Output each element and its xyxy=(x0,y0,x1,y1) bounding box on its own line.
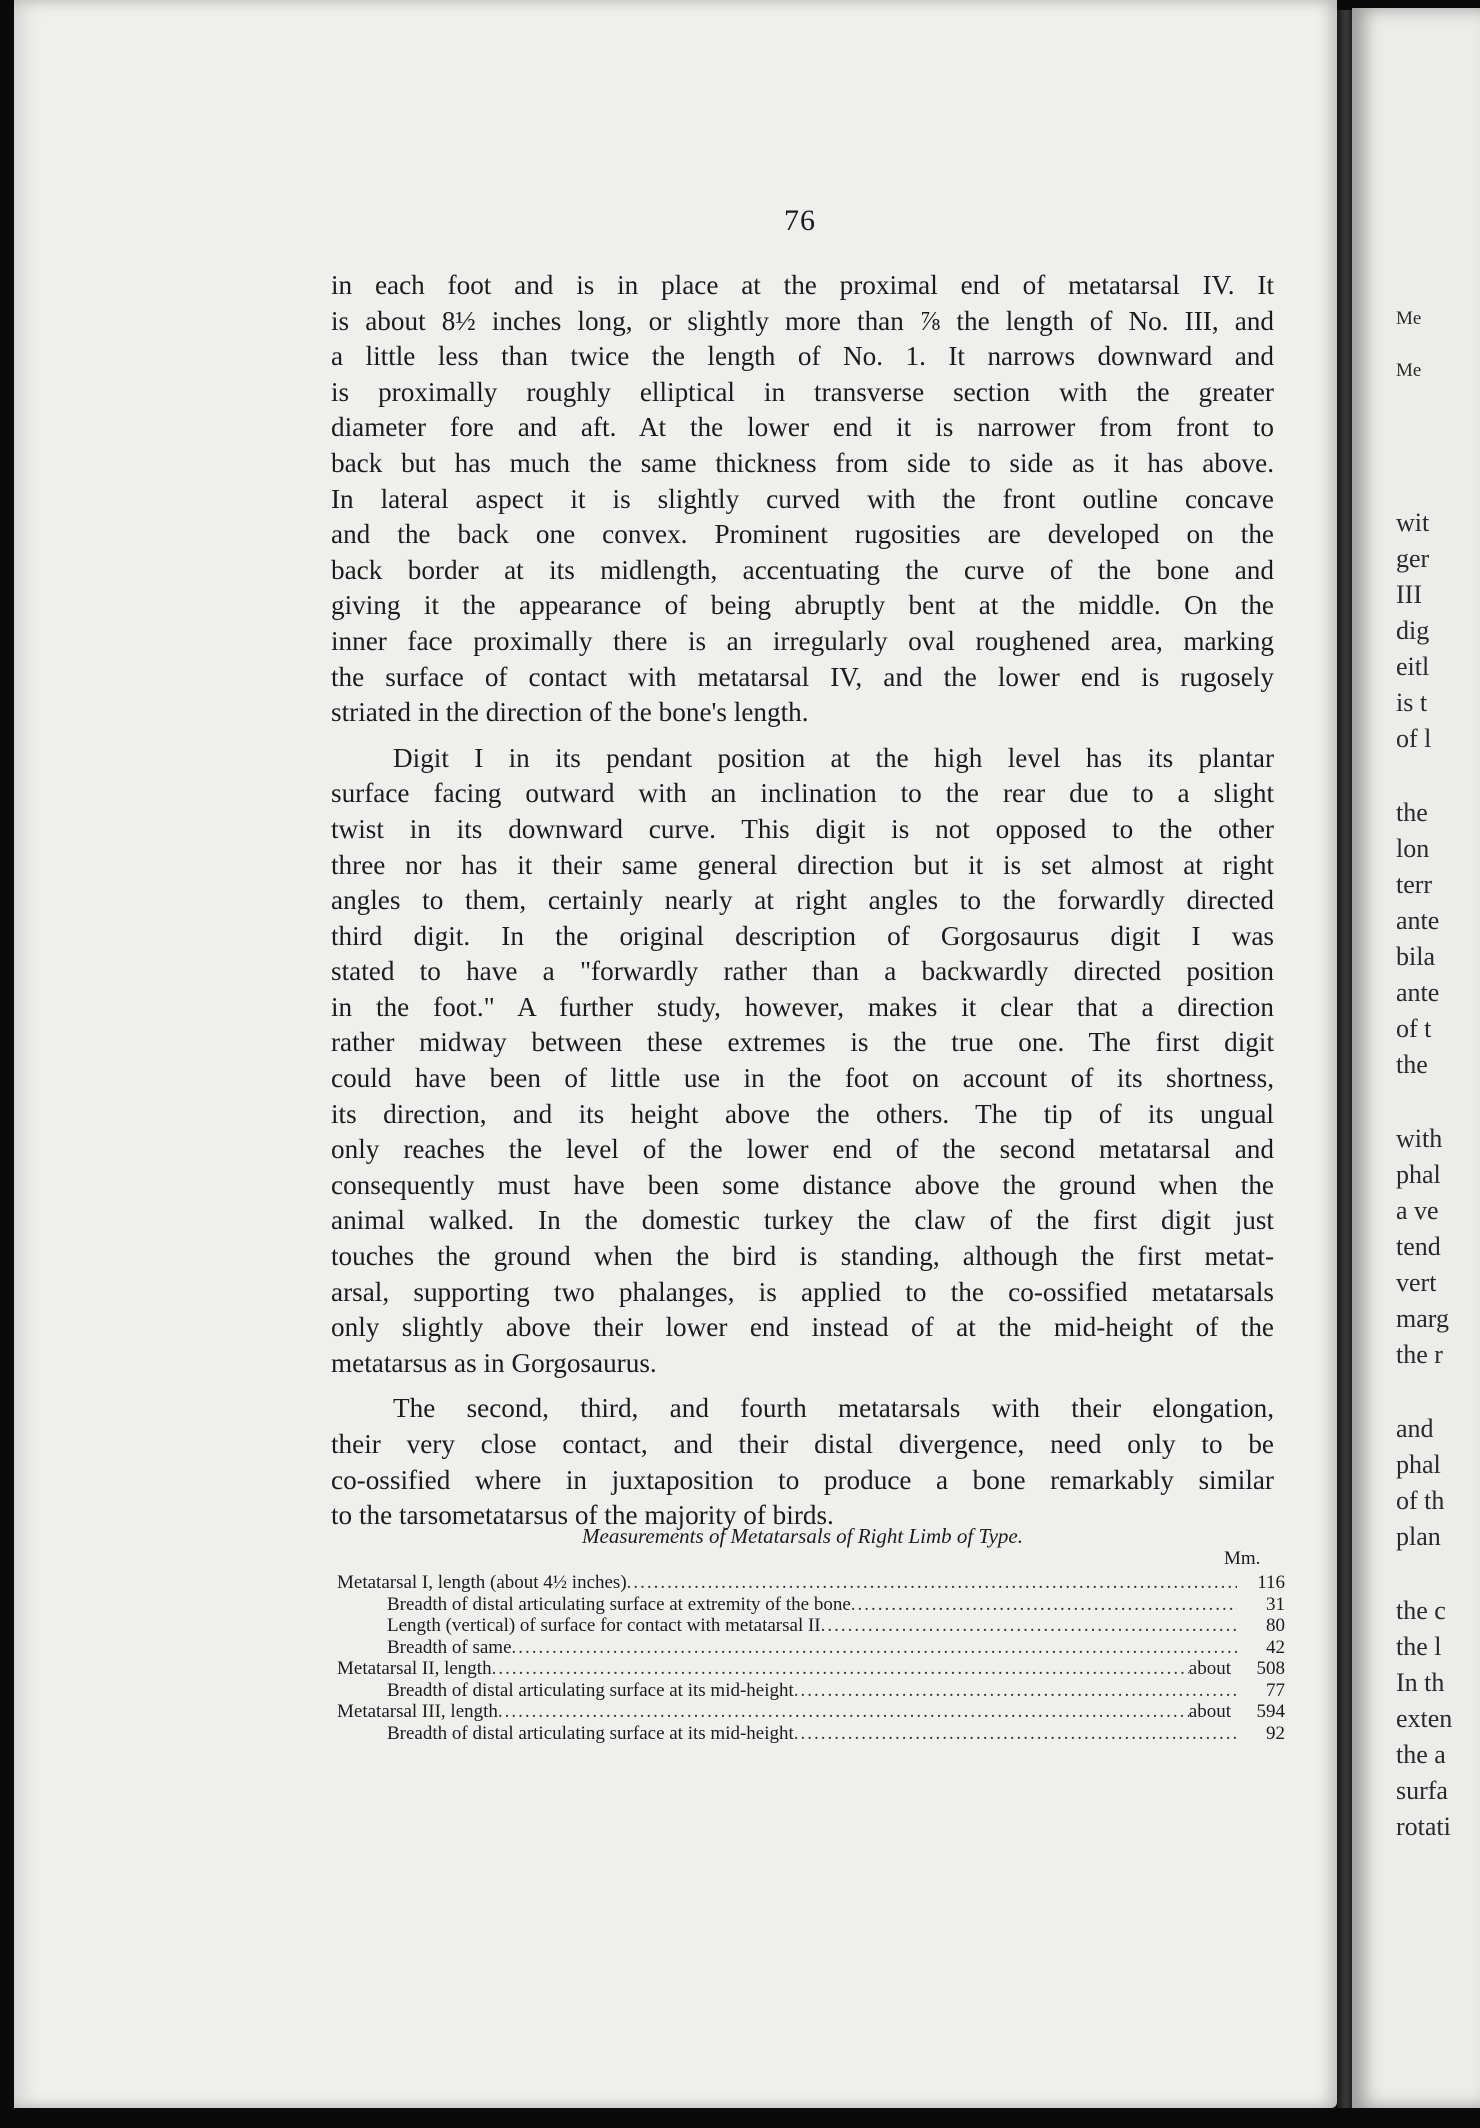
facing-page-fragment: dig xyxy=(1396,616,1430,645)
facing-page xyxy=(1352,8,1480,2108)
body-text xyxy=(331,268,1274,1534)
text-line: only reaches the level of the lower end of the second metatarsal and xyxy=(331,1134,1274,1165)
text-line: stated to have a "forwardly rather than a backwardly directed position xyxy=(331,956,1274,987)
facing-page-fragment: lon xyxy=(1396,834,1430,863)
text-line: rather midway between these extremes is the true one. The first digit xyxy=(331,1027,1274,1058)
facing-page-fragment: ger xyxy=(1396,544,1430,573)
table-row xyxy=(337,1594,1285,1616)
measurements-table xyxy=(337,1572,1285,1744)
facing-page-fragment: the a xyxy=(1396,1740,1446,1769)
table-row xyxy=(337,1615,1285,1637)
facing-page-fragment: Me xyxy=(1396,360,1422,381)
facing-page-fragment: III xyxy=(1396,580,1422,609)
text-line: inner face proximally there is an irregularly oval roughened area, marking xyxy=(331,625,1274,656)
table-title: Measurements of Metatarsals of Right Limb of Type. xyxy=(582,1524,1023,1548)
measurement-label: Breadth of distal articulating surface at extremity of the bone xyxy=(387,1593,851,1615)
facing-page-fragment: tend xyxy=(1396,1232,1441,1261)
facing-page-fragment: phal xyxy=(1396,1450,1441,1479)
facing-page-fragment: the xyxy=(1396,1050,1428,1079)
text-line: a little less than twice the length of No. 1. It narrows downward and xyxy=(331,341,1274,372)
facing-page-fragment: the r xyxy=(1396,1340,1443,1369)
facing-page-fragment: bila xyxy=(1396,942,1435,971)
facing-page-fragment: vert xyxy=(1396,1268,1437,1297)
text-line: animal walked. In the domestic turkey the claw of the first digit just xyxy=(331,1205,1274,1236)
text-line: diameter fore and aft. At the lower end it is narrower from front to xyxy=(331,412,1274,443)
text-line: three nor has it their same general direction but it is set almost at right xyxy=(331,849,1274,880)
measurement-value: 116 xyxy=(1257,1572,1285,1593)
measurement-label: Breadth of distal articulating surface at its mid-height xyxy=(387,1679,794,1701)
facing-page-fragment: phal xyxy=(1396,1160,1441,1189)
measurement-label: Breadth of distal articulating surface at its mid-height xyxy=(387,1722,794,1744)
facing-page-fragment: a ve xyxy=(1396,1196,1439,1225)
text-line: giving it the appearance of being abruptly bent at the middle. On the xyxy=(331,590,1274,621)
text-line: its direction, and its height above the others. The tip of its ungual xyxy=(331,1098,1274,1129)
facing-page-fragment: Me xyxy=(1396,308,1422,329)
about-qualifier: about xyxy=(1188,1701,1231,1722)
facing-page-fragment: ante xyxy=(1396,906,1440,935)
measurement-label: Metatarsal II, length xyxy=(337,1658,492,1679)
text-line: is proximally roughly elliptical in transverse section with the greater xyxy=(331,376,1274,407)
measurement-value: 31 xyxy=(1266,1593,1285,1615)
table-row xyxy=(337,1723,1285,1745)
leader-dots xyxy=(794,1723,1237,1745)
text-line: back but has much the same thickness from side to side as it has above. xyxy=(331,447,1274,478)
text-line: touches the ground when the bird is standing, although the first metat- xyxy=(331,1241,1274,1272)
table-row xyxy=(337,1658,1285,1680)
facing-page-fragment: exten xyxy=(1396,1704,1453,1733)
text-line: surface facing outward with an inclination to the rear due to a slight xyxy=(331,778,1274,809)
text-line: twist in its downward curve. This digit is not opposed to the other xyxy=(331,813,1274,844)
facing-page-fragment: marg xyxy=(1396,1304,1449,1333)
text-line: arsal, supporting two phalanges, is applied to the co-ossified metatarsals xyxy=(331,1276,1274,1307)
facing-page-fragment: the c xyxy=(1396,1596,1446,1625)
page-number: 76 xyxy=(784,204,816,237)
facing-page-fragment: the xyxy=(1396,798,1428,827)
table-row xyxy=(337,1572,1285,1594)
text-line: the surface of contact with metatarsal IV, and the lower end is rugosely xyxy=(331,661,1274,692)
leader-dots xyxy=(498,1701,1189,1723)
scan-bottom-edge xyxy=(0,2108,1480,2128)
leader-dots xyxy=(492,1658,1189,1680)
text-line: third digit. In the original description of Gorgosaurus digit I was xyxy=(331,920,1274,951)
facing-page-fragment: of th xyxy=(1396,1486,1445,1515)
facing-page-fragment: of t xyxy=(1396,1014,1432,1043)
measurement-value: 594 xyxy=(1256,1701,1285,1722)
facing-page-fragment: rotati xyxy=(1396,1812,1451,1841)
measurement-label: Metatarsal III, length xyxy=(337,1701,498,1722)
measurement-value: 80 xyxy=(1266,1615,1285,1636)
measurement-label: Breadth of same xyxy=(387,1636,512,1658)
text-line: consequently must have been some distance above the ground when the xyxy=(331,1169,1274,1200)
table-row xyxy=(337,1637,1285,1659)
measurement-label: Metatarsal I, length (about 4½ inches) xyxy=(337,1572,627,1593)
text-line: Digit I in its pendant position at the high level has its plantar xyxy=(393,742,1274,773)
text-line: could have been of little use in the foot on account of its shortness, xyxy=(331,1063,1274,1094)
text-line: co-ossified where in juxtaposition to produce a bone remarkably similar xyxy=(331,1464,1274,1495)
text-line: back border at its midlength, accentuating the curve of the bone and xyxy=(331,554,1274,585)
facing-page-fragment: surfa xyxy=(1396,1776,1448,1805)
leader-dots xyxy=(851,1594,1237,1616)
facing-page-fragment: is t xyxy=(1396,688,1428,717)
text-line: and the back one convex. Prominent rugosities are developed on the xyxy=(331,519,1274,550)
text-line: In lateral aspect it is slightly curved with the front outline concave xyxy=(331,483,1274,514)
text-line: their very close contact, and their distal divergence, need only to be xyxy=(331,1429,1274,1459)
text-line: in the foot." A further study, however, makes it clear that a direction xyxy=(331,991,1274,1022)
measurement-value: 508 xyxy=(1256,1658,1285,1679)
facing-page-fragment: plan xyxy=(1396,1522,1441,1551)
facing-page-fragment: eitl xyxy=(1396,652,1430,681)
leader-dots xyxy=(627,1572,1237,1594)
facing-page-fragment: In th xyxy=(1396,1668,1445,1697)
facing-page-fragment: wit xyxy=(1396,508,1430,537)
text-line: metatarsus as in Gorgosaurus. xyxy=(331,1347,657,1378)
table-row xyxy=(337,1680,1285,1702)
text-line: angles to them, certainly nearly at right angles to the forwardly directed xyxy=(331,885,1274,916)
paragraph-digit-i xyxy=(331,741,1274,1382)
table-row xyxy=(337,1701,1285,1723)
facing-page-fragment: the l xyxy=(1396,1632,1442,1661)
paragraph-metatarsal-iv-description xyxy=(331,268,1274,731)
about-qualifier: about xyxy=(1188,1658,1231,1679)
table-unit-header: Mm. xyxy=(1224,1548,1261,1569)
text-line: striated in the direction of the bone's length. xyxy=(331,697,809,728)
facing-page-fragment: ante xyxy=(1396,978,1440,1007)
facing-page-fragment: of l xyxy=(1396,724,1432,753)
facing-page-fragment: terr xyxy=(1396,870,1433,899)
paragraph-tarsometatarsus xyxy=(331,1391,1274,1533)
measurement-value: 92 xyxy=(1266,1722,1285,1744)
text-line: only slightly above their lower end instead of at the mid-height of the xyxy=(331,1312,1274,1343)
text-line: to the tarsometatarsus of the majority of birds. xyxy=(331,1500,834,1531)
text-line: The second, third, and fourth metatarsals with their elongation, xyxy=(393,1393,1274,1424)
facing-page-fragment: with xyxy=(1396,1124,1443,1153)
leader-dots xyxy=(794,1680,1237,1702)
leader-dots xyxy=(512,1637,1237,1659)
measurement-value: 77 xyxy=(1266,1679,1285,1701)
measurement-value: 42 xyxy=(1266,1636,1285,1658)
facing-page-fragment: and xyxy=(1396,1414,1434,1443)
measurement-label: Length (vertical) of surface for contact with metatarsal II xyxy=(387,1615,821,1636)
text-line: is about 8½ inches long, or slightly more than ⅞ the length of No. III, and xyxy=(331,305,1274,336)
leader-dots xyxy=(821,1615,1237,1637)
text-line: in each foot and is in place at the proximal end of metatarsal IV. It xyxy=(331,270,1274,300)
